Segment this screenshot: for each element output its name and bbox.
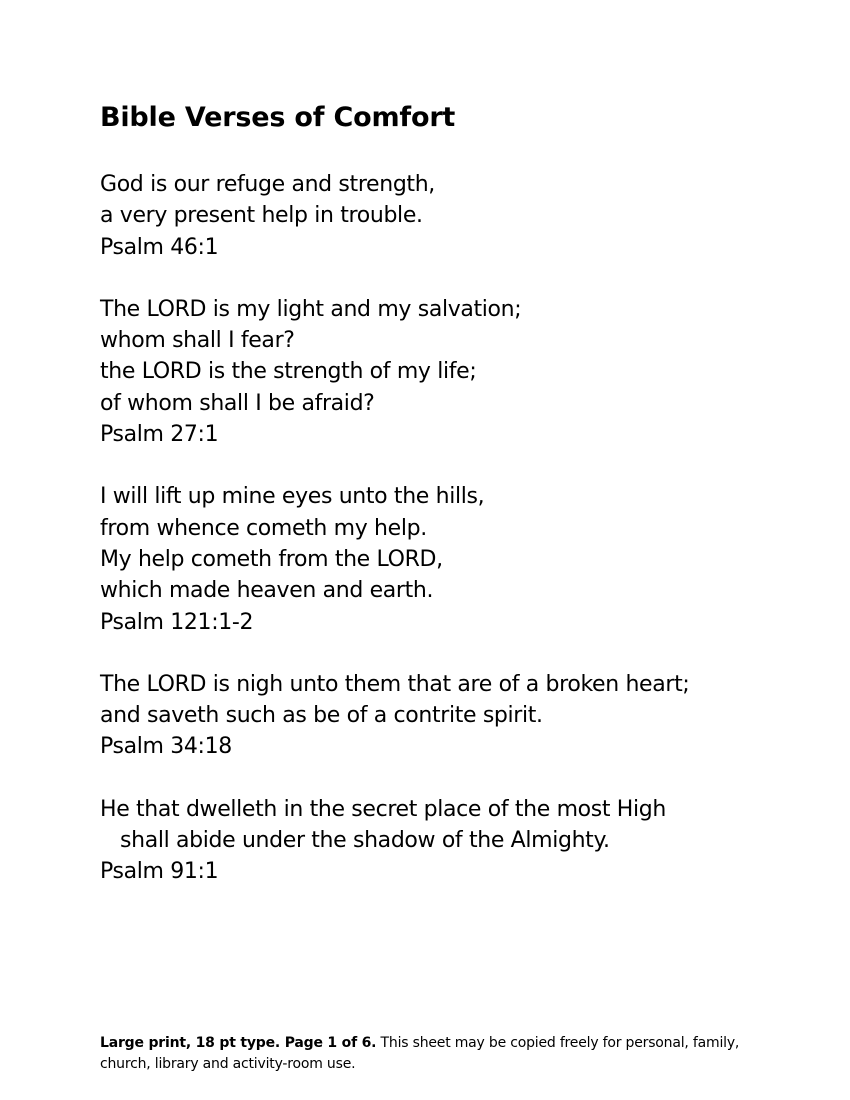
verse-line: the LORD is the strength of my life; [100, 359, 477, 385]
verse-line: My help cometh from the LORD, [100, 546, 443, 572]
verse-line: from whence cometh my help. [100, 515, 427, 541]
verse-reference: Psalm 91:1 [100, 859, 219, 885]
verse-reference: Psalm 121:1-2 [100, 609, 254, 635]
verse-psalm-27-1 [100, 294, 760, 450]
verse-line: The LORD is nigh unto them that are of a broken heart; [100, 671, 690, 697]
page-footer [100, 1033, 740, 1074]
verse-psalm-91-1 [100, 794, 760, 888]
verse-line: a very present help in trouble. [100, 203, 423, 229]
verse-line: God is our refuge and strength, [100, 172, 435, 197]
page-title: Bible Verses of Comfort [100, 102, 456, 133]
verse-line: and saveth such as be of a contrite spirit. [100, 703, 543, 729]
verse-reference: Psalm 34:18 [100, 734, 232, 760]
footer-copy-permission: This sheet may be copied freely for personal, family, church, library and activity-room use. [100, 1035, 740, 1072]
verse-psalm-46-1 [100, 169, 760, 263]
verse-line: whom shall I fear? [100, 328, 295, 354]
verse-psalm-121-1-2 [100, 481, 760, 637]
verse-line: which made heaven and earth. [100, 578, 434, 604]
verse-line: He that dwelleth in the secret place of the most High [100, 796, 666, 822]
verse-line: of whom shall I be afraid? [100, 390, 375, 416]
verse-line: I will lift up mine eyes unto the hills, [100, 484, 485, 510]
document-page [100, 98, 760, 919]
verse-psalm-34-18 [100, 669, 760, 763]
footer-print-note: Large print, 18 pt type. Page 1 of 6. [100, 1035, 377, 1051]
verse-line: The LORD is my light and my salvation; [100, 296, 522, 322]
verse-line: shall abide under the shadow of the Almighty. [120, 828, 610, 854]
verse-reference: Psalm 27:1 [100, 422, 219, 448]
verse-reference: Psalm 46:1 [100, 234, 219, 260]
